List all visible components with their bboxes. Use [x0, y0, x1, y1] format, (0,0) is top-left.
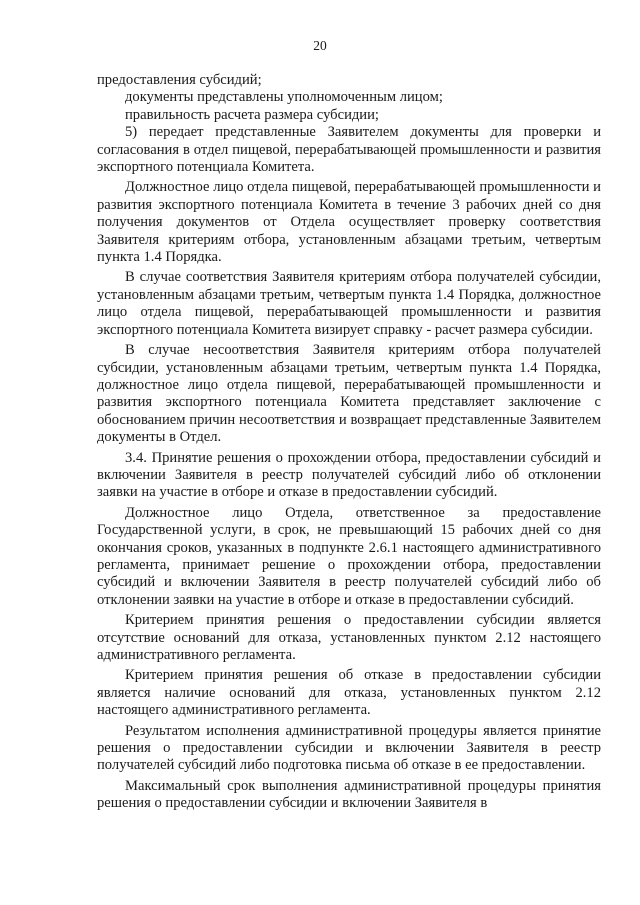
- paragraph: 3.4. Принятие решения о прохождении отбора, предоставлении субсидий и включении Заявителя в реестр получателей субсидий либо об отклонении заявки на участие в отборе и отказе в предоставлении субсидий.: [97, 449, 601, 501]
- document-body: [97, 72, 601, 813]
- paragraph: В случае соответствия Заявителя критериям отбора получателей субсидии, установленным абзацами третьим, четвертым пункта 1.4 Порядка, должностное лицо отдела пищевой, перерабатывающей промышленности и развития экспортного потенциала Комитета визирует справку - расчет размера субсидии.: [97, 269, 601, 338]
- paragraph: 5) передает представленные Заявителем документы для проверки и согласования в отдел пищевой, перерабатывающей промышленности и развития экспортного потенциала Комитета.: [97, 124, 601, 176]
- paragraph: В случае несоответствия Заявителя критериям отбора получателей субсидии, установленным абзацами третьим, четвертым пункта 1.4 Порядка, должностное лицо отдела пищевой, перерабатывающей промышленности и развития экспортного потенциала Комитета представляет заключение с обоснованием причин несоответствия и возвращает представленные Заявителем документы в Отдел.: [97, 342, 601, 446]
- paragraph: Критерием принятия решения о предоставлении субсидии является отсутствие оснований для отказа, установленных пунктом 2.12 настоящего административного регламента.: [97, 612, 601, 663]
- paragraph: Должностное лицо Отдела, ответственное за предоставление Государственной услуги, в срок, не превышающий 15 рабочих дней со дня окончания сроков, указанных в подпункте 2.6.1 настоящего административного регламента, принимает решение о прохождении отбора, предоставлении субсидий и включении Заявителя в реестр получателей субсидий либо об отклонении заявки на участие в отборе и отказе в предоставлении субсидий.: [97, 504, 601, 608]
- page-number: 20: [313, 38, 327, 53]
- paragraph: документы представлены уполномоченным лицом;: [125, 89, 443, 106]
- paragraph: Должностное лицо отдела пищевой, перерабатывающей промышленности и развития экспортного потенциала Комитета в течение 3 рабочих дней со дня получения документов от Отдела осуществляет проверку соответствия Заявителя критериям отбора, установленным абзацами третьим, четвертым пункта 1.4 Порядка.: [97, 179, 601, 266]
- paragraph: Критерием принятия решения об отказе в предоставлении субсидии является наличие оснований для отказа, установленных пунктом 2.12 настоящего административного регламента.: [97, 667, 601, 719]
- paragraph: Максимальный срок выполнения административной процедуры принятия решения о предоставлении субсидии и включении Заявителя в: [97, 777, 601, 812]
- paragraph: Результатом исполнения административной процедуры является принятие решения о предоставлении субсидии и включении Заявителя в реестр получателей субсидий либо подготовка письма об отказе в ее предоставлении.: [97, 722, 601, 774]
- paragraph: предоставления субсидий;: [97, 72, 262, 88]
- paragraph: правильность расчета размера субсидии;: [125, 106, 379, 123]
